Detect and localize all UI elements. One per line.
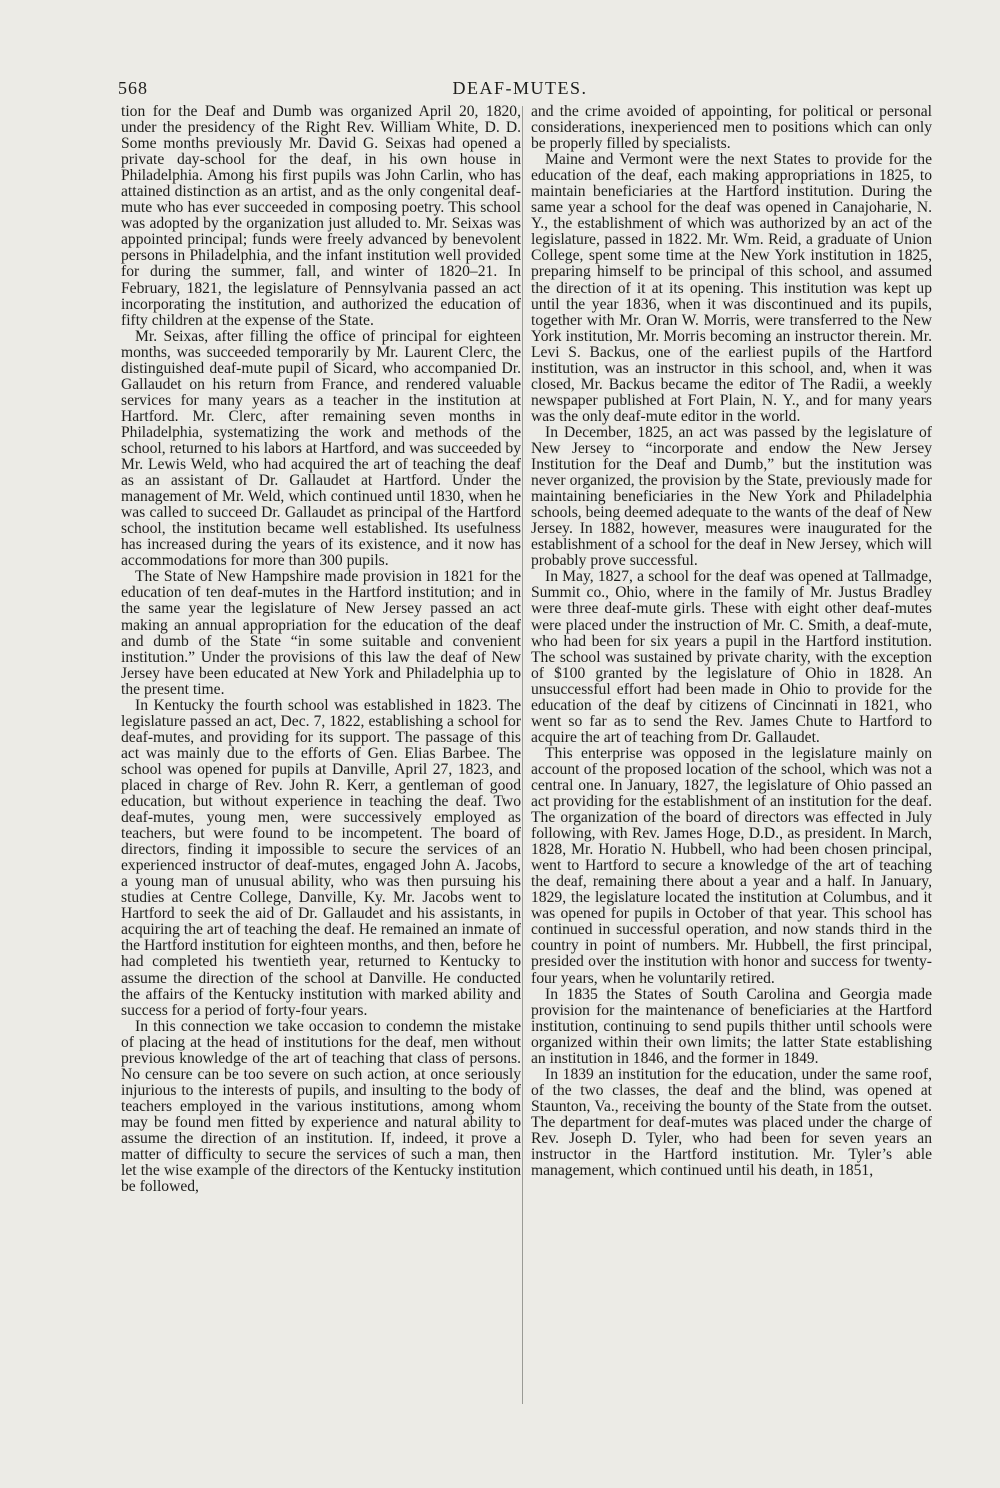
right-column — [531, 104, 932, 1179]
paragraph: and the crime avoided of appointing, for political or personal considerations, inexperienced men to positions which can only be properly filled by specialists. — [531, 103, 932, 153]
paragraph: In May, 1827, a school for the deaf was opened at Tallmadge, Summit co., Ohio, where in the family of Mr. Justus Bradley were three deaf-mute girls. These with eight other deaf-mutes were placed under the instruction of Mr. C. Smith, a deaf-mute, who had been for six years a pupil in the Hartford institution. The school was sustained by private charity, with the exception of $100 granted by the legislature of Ohio in 1828. An unsuccessful effort had been made in Ohio to provide for the education of the deaf by citizens of Cincinnati in 1821, who went so far as to send the Rev. James Chute to Hartford to acquire the art of teaching from Dr. Gallaudet. — [531, 568, 932, 746]
column-divider — [522, 106, 523, 1404]
paragraph: In December, 1825, an act was passed by the legislature of New Jersey to “incorporate and endow the New Jersey Institution for the Deaf and Dumb,” but the institution was never organized, the provision by the State, previously made for maintaining beneficiaries in the New York and Philadelphia schools, being deemed adequate to the wants of the deaf of New Jersey. In 1882, however, measures were inaugurated for the establishment of a school for the deaf in New Jersey, which will probably prove successful. — [531, 423, 932, 570]
paragraph: In 1839 an institution for the education, under the same roof, of the two classes, the deaf and the blind, was opened at Staunton, Va., receiving the bounty of the State from the outset. The department for deaf-mutes was placed under the charge of Rev. Joseph D. Tyler, who had been for seven years an instructor in the Hartford institution. Mr. Tyler’s able management, which continued until his death, in 1851, — [531, 1065, 932, 1180]
paragraph: The State of New Hampshire made provision in 1821 for the education of ten deaf-mutes in the Hartford institution; and in the same year the legislature of New Jersey passed an act making an annual appropriation for the education of the deaf and dumb of the State “in some suitable and convenient institution.” Under the provisions of this law the deaf of New Jersey have been educated at New York and Philadelphia up to the present time. — [121, 568, 521, 698]
paragraph: Maine and Vermont were the next States to provide for the education of the deaf, each making appropriations in 1825, to maintain beneficiaries at the Hartford institution. During the same year a school for the deaf was opened in Canajoharie, N. Y., the establishment of which was authorized by an act of the legislature, passed in 1822. Mr. Wm. Reid, a graduate of Union College, spent some time at the New York institution in 1825, preparing himself to be principal of this school, and assumed the direction of it at its opening. This institution was kept up until the year 1836, when it was discontinued and its pupils, together with Mr. Oran W. Morris, were transferred to the New York institution, Mr. Morris becoming an instructor therein. Mr. Levi S. Backus, one of the earliest pupils of the Hartford institution, was an instructor in this school, and, when it was closed, Mr. Backus became the editor of The Radii, a weekly newspaper published at Fort Plain, N. Y., and for many years was the only deaf-mute editor in the world. — [531, 151, 932, 425]
running-title: DEAF-MUTES. — [452, 78, 588, 98]
paragraph: tion for the Deaf and Dumb was organized April 20, 1820, under the presidency of the Right Rev. William White, D. D. Some months previously Mr. David G. Seixas had opened a private day-school for the deaf, in his own house in Philadelphia. Among his first pupils was John Carlin, who has attained distinction as an artist, and as the only congenital deaf-mute who has ever succeeded in composing poetry. This school was adopted by the organization just alluded to. Mr. Seixas was appointed principal; funds were freely advanced by benevolent persons in Philadelphia, and the infant institution well provided for during the summer, fall, and winter of 1820–21. In February, 1821, the legislature of Pennsylvania passed an act incorporating the institution, and authorized the education of fifty children at the expense of the State. — [121, 103, 521, 329]
paragraph: In this connection we take occasion to condemn the mistake of placing at the head of institutions for the deaf, men without previous knowledge of the art of teaching that class of persons. No censure can be too severe on such action, at once seriously injurious to the interests of pupils, and insulting to the body of teachers employed in the various institutions, among whom may be found men fitted by experience and natural ability to assume the direction of an institution. If, indeed, it prove a matter of difficulty to secure the services of such a man, then let the wise example of the directors of the Kentucky institution be followed, — [121, 1017, 521, 1196]
page-number: 568 — [118, 78, 148, 98]
paragraph: In Kentucky the fourth school was established in 1823. The legislature passed an act, Dec. 7, 1822, establishing a school for deaf-mutes, and providing for its support. The passage of this act was mainly due to the efforts of Gen. Elias Barbee. The school was opened for pupils at Danville, April 27, 1823, and placed in charge of Rev. John R. Kerr, a gentleman of good education, but without experience in teaching the deaf. Two deaf-mutes, young men, were successively employed as teachers, but were found to be incompetent. The board of directors, finding it impossible to secure the services of an experienced instructor of deaf-mutes, engaged John A. Jacobs, a young man of unusual ability, who was then pursuing his studies at Centre College, Danville, Ky. Mr. Jacobs went to Hartford to seek the aid of Dr. Gallaudet and his assistants, in acquiring the art of teaching the deaf. He remained an inmate of the Hartford institution for eighteen months, and then, before he had completed his twentieth year, returned to Kentucky to assume the direction of the school at Danville. He conducted the affairs of the Kentucky institution with marked ability and success for a period of forty-four years. — [121, 696, 521, 1019]
left-column — [121, 104, 521, 1195]
page-header — [0, 78, 1000, 106]
paragraph: Mr. Seixas, after filling the office of principal for eighteen months, was succeeded temporarily by Mr. Laurent Clerc, the distinguished deaf-mute pupil of Sicard, who accompanied Dr. Gallaudet on his return from France, and rendered valuable services for many years as a teacher in the institution at Hartford. Mr. Clerc, after remaining seven months in Philadelphia, systematizing the work and methods of the school, returned to his labors at Hartford, and was succeeded by Mr. Lewis Weld, who had acquired the art of teaching the deaf as an assistant of Dr. Gallaudet at Hartford. Under the management of Mr. Weld, which continued until 1830, when he was called to succeed Dr. Gallaudet as principal of the Hartford school, the institution became well established. Its usefulness has increased during the years of its existence, and it now has accommodations for more than 300 pupils. — [121, 327, 521, 570]
paragraph: This enterprise was opposed in the legislature mainly on account of the proposed location of the school, which was not a central one. In January, 1827, the legislature of Ohio passed an act providing for the establishment of an institution for the deaf. The organization of the board of directors was effected in July following, with Rev. James Hoge, D.D., as president. In March, 1828, Mr. Horatio N. Hubbell, who had been chosen principal, went to Hartford to secure a knowledge of the art of teaching the deaf, remaining there about a year and a half. In January, 1829, the legislature located the institution at Columbus, and it was opened for pupils in October of that year. This school has continued in successful operation, and now stands third in the country in point of numbers. Mr. Hubbell, the first principal, presided over the institution with honor and success for twenty-four years, when he voluntarily retired. — [531, 744, 932, 987]
paragraph: In 1835 the States of South Carolina and Georgia made provision for the maintenance of beneficiaries at the Hartford institution, continuing to send pupils thither until schools were organized within their own limits; the latter State establishing an institution in 1846, and the former in 1849. — [531, 985, 932, 1067]
